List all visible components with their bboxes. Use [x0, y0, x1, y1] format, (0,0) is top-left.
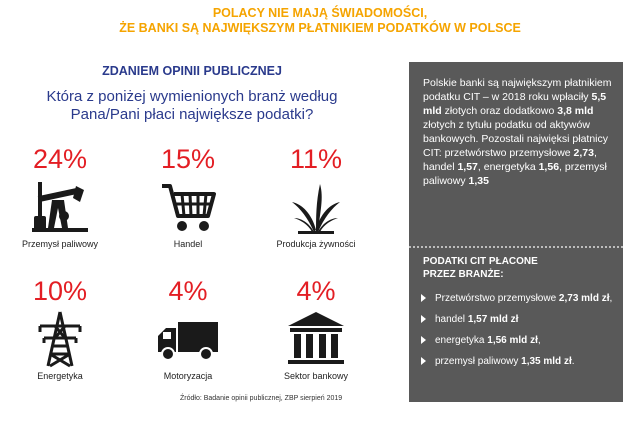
section-subheading: ZDANIEM OPINII PUBLICZNEJ — [102, 64, 282, 78]
percentage: 15% — [160, 144, 216, 174]
panel-text-part: złotych oraz dodatkowo — [441, 105, 558, 117]
category-label: Produkcja żywności — [276, 239, 356, 249]
shopping-cart-icon — [158, 178, 218, 236]
percentage: 24% — [32, 144, 88, 174]
panel-text-part: , przemysł paliwowy — [423, 161, 607, 187]
list-suffix: , — [609, 293, 613, 304]
title-line-1: POLACY NIE MAJĄ ŚWIADOMOŚCI, — [212, 6, 428, 20]
category-label: Handel — [173, 239, 203, 249]
cit-list — [421, 292, 621, 376]
bullet-arrow-icon — [421, 315, 426, 323]
list-item — [421, 313, 621, 326]
list-text: przemysł paliwowy — [435, 356, 522, 367]
panel-text-part: złotych z tytułu podatku od aktywów bankowych. Pozostali najwięksi płatnicy CIT: przetwórstwo przemysłowe — [423, 119, 609, 159]
list-text: Przetwórstwo przemysłowe — [435, 293, 559, 304]
oil-pump-icon — [30, 178, 90, 236]
panel-paragraph — [423, 76, 615, 188]
panel-heading — [423, 255, 615, 281]
panel-bold-value: 1,57 — [457, 161, 478, 173]
percentage: 4% — [168, 276, 208, 306]
panel-heading-line-1: PODATKI CIT PŁACONE — [423, 256, 538, 267]
panel-bold-value: 3,8 mld — [557, 105, 594, 117]
power-tower-icon — [30, 310, 90, 368]
bullet-arrow-icon — [421, 357, 426, 365]
item-fuel-industry — [0, 144, 120, 249]
list-item — [421, 334, 621, 347]
panel-bold-value: 1,56 — [538, 161, 560, 173]
panel-bold-value: 5,5 mld — [423, 91, 607, 117]
panel-text-part: , energetyka — [477, 161, 539, 173]
question-line-1: Która z poniżej wymienionych branż według — [46, 88, 338, 105]
list-value: 1,35 mld zł — [521, 356, 572, 367]
panel-text-part: Polskie banki są największym płatnikiem podatku CIT – w 2018 roku wpłaciły — [423, 77, 612, 103]
bullet-arrow-icon — [421, 336, 426, 344]
item-banking-sector — [256, 276, 376, 381]
bank-building-icon — [284, 310, 348, 368]
infographic-title — [0, 6, 640, 36]
info-panel — [409, 62, 623, 402]
percentage: 10% — [32, 276, 88, 306]
category-label: Energetyka — [37, 371, 83, 381]
source-note: Źródło: Badanie opinii publicznej, ZBP sierpień 2019 — [180, 395, 343, 402]
list-value: 2,73 mld zł — [558, 293, 610, 304]
list-value: 1,57 mld zł — [467, 314, 519, 325]
plant-icon — [286, 178, 346, 236]
category-label: Motoryzacja — [163, 371, 213, 381]
list-suffix: , — [537, 335, 541, 346]
truck-icon — [156, 310, 220, 368]
item-food-production — [256, 144, 376, 249]
panel-bold-value: 1,35 — [468, 175, 489, 187]
panel-text-part: , handel — [423, 147, 597, 173]
survey-question — [18, 88, 366, 124]
list-text: energetyka — [435, 335, 488, 346]
panel-bold-value: 2,73 — [573, 147, 594, 159]
item-automotive — [128, 276, 248, 381]
item-trade — [128, 144, 248, 249]
title-line-2: ŻE BANKI SĄ NAJWIĘKSZYM PŁATNIKIEM PODATKÓW W POLSCE — [119, 21, 521, 35]
percentage: 11% — [289, 144, 343, 174]
category-label: Przemysł paliwowy — [21, 239, 99, 249]
percentage: 4% — [296, 276, 336, 306]
category-label: Sektor bankowy — [283, 371, 349, 381]
list-suffix: . — [571, 356, 575, 367]
item-energy — [0, 276, 120, 381]
list-value: 1,56 mld zł — [487, 335, 538, 346]
bullet-arrow-icon — [421, 294, 426, 302]
list-text: handel — [435, 314, 468, 325]
question-line-2: Pana/Pani płaci największe podatki? — [70, 106, 314, 123]
panel-heading-line-2: PRZEZ BRANŻE: — [423, 269, 504, 280]
list-item — [421, 355, 621, 368]
list-item — [421, 292, 621, 305]
panel-divider — [409, 246, 623, 248]
